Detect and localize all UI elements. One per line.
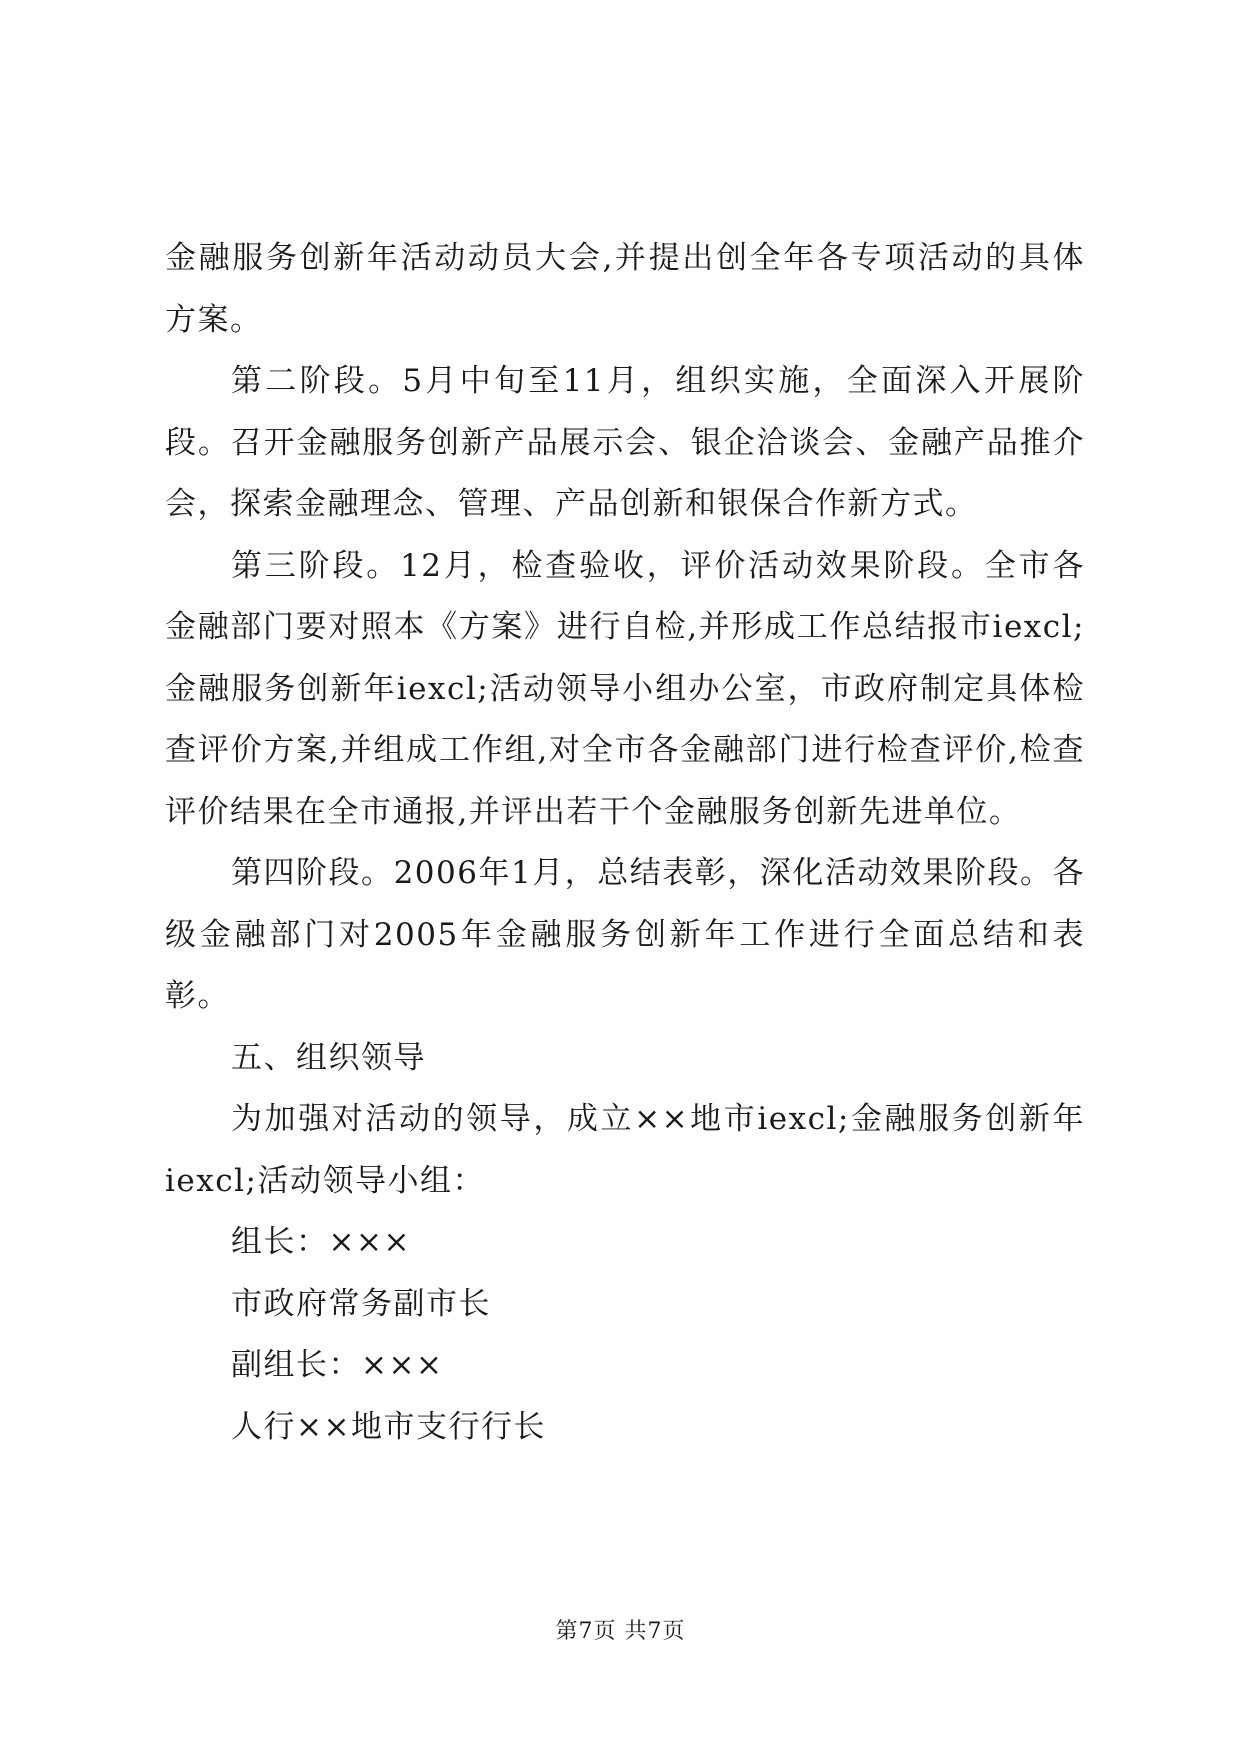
section-heading-organization: 五、组织领导: [231, 1039, 426, 1076]
paragraph-leadership-intro: 为加强对活动的领导，成立××地市iexcl;金融服务创新年iexcl;活动领导小组：: [165, 1101, 1085, 1199]
document-body: [165, 228, 1085, 1458]
paragraph-continuation: 金融服务创新年活动动员大会,并提出创全年各专项活动的具体方案。: [165, 240, 1085, 338]
line-deputy-leader-title: 人行××地市支行行长: [231, 1408, 546, 1445]
line-group-leader-title: 市政府常务副市长: [231, 1285, 491, 1322]
page-number-footer: 第7页 共7页: [555, 1619, 686, 1644]
line-group-leader: 组长：×××: [231, 1224, 411, 1260]
paragraph-stage-three: 第三阶段。12月，检查验收，评价活动效果阶段。全市各金融部门要对照本《方案》进行自检,并形成工作总结报市iexcl;金融服务创新年iexcl;活动领导小组办公室，市政府制定具体检查评价方案,并组成工作组,对全市各金融部门进行检查评价,检查评价结果在全市通报,并评出若干个金融服务创新先进单位。: [165, 547, 1085, 830]
paragraph-stage-two: 第二阶段。5月中旬至11月，组织实施，全面深入开展阶段。召开金融服务创新产品展示会、银企洽谈会、金融产品推介会，探索金融理念、管理、产品创新和银保合作新方式。: [165, 363, 1085, 522]
line-deputy-leader: 副组长：×××: [231, 1347, 444, 1383]
paragraph-stage-four: 第四阶段。2006年1月，总结表彰，深化活动效果阶段。各级金融部门对2005年金融服务创新年工作进行全面总结和表彰。: [165, 855, 1085, 1014]
